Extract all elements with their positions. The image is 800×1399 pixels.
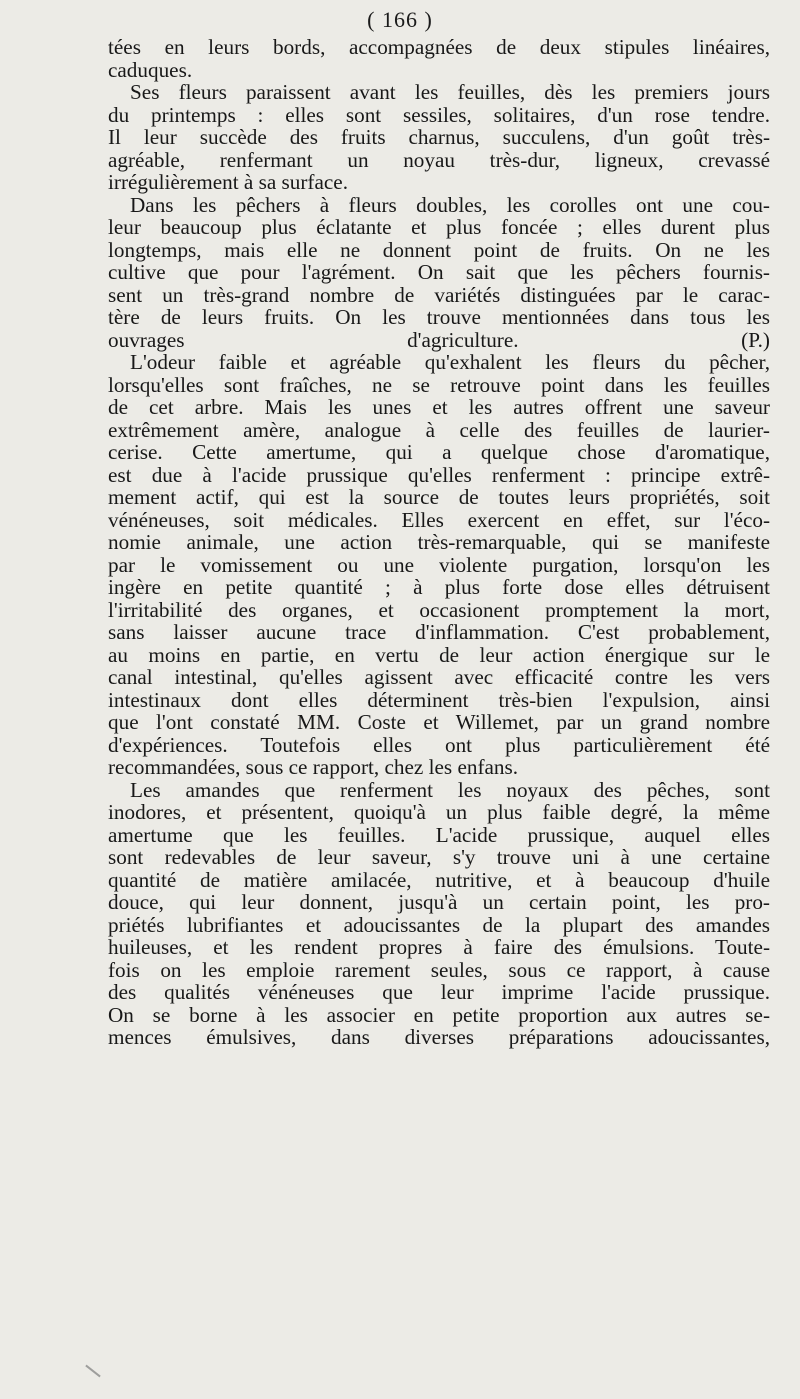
- text-line: caduques.: [108, 57, 193, 82]
- text-line: tées en leurs bords, accompagnées de deux stipules linéaires,: [108, 35, 770, 59]
- text-line: canal intestinal, qu'elles agissent avec efficacité contre les vers: [108, 665, 770, 689]
- text-line: lorsqu'elles sont fraîches, ne se retrouve point dans les feuilles: [108, 372, 770, 397]
- text-line: nomie animale, une action très-remarquable, qui se manifeste: [108, 530, 770, 554]
- text-line: intestinaux dont elles déterminent très-bien l'expulsion, ainsi: [108, 687, 770, 712]
- text-line: On se borne à les associer en petite proportion aux autres se-: [108, 1002, 770, 1027]
- text-line: des qualités vénéneuses que leur imprime l'acide prussique.: [108, 980, 770, 1004]
- text-line: cultive que pour l'agrément. On sait que les pêchers fournis-: [108, 260, 770, 284]
- text-line: L'odeur faible et agréable qu'exhalent les fleurs du pêcher,: [130, 350, 770, 374]
- text-line: ingère en petite quantité ; à plus forte dose elles détruisent: [108, 575, 770, 599]
- text-line: Les amandes que renferment les noyaux des pêches, sont: [130, 777, 770, 802]
- page-number: ( 166 ): [367, 7, 433, 32]
- text-line: que l'ont constaté MM. Coste et Willemet, par un grand nombre: [108, 710, 770, 734]
- text-line: sont redevables de leur saveur, s'y trouve uni à une certaine: [108, 845, 770, 869]
- text-line: Ses fleurs paraissent avant les feuilles, dès les premiers jours: [130, 80, 770, 104]
- text-line: mences émulsives, dans diverses préparations adoucissantes,: [108, 1025, 770, 1049]
- text-line: douce, qui leur donnent, jusqu'à un certain point, les pro-: [108, 890, 770, 914]
- text-line: agréable, renfermant un noyau très-dur, ligneux, crevassé: [108, 147, 770, 172]
- text-line: inodores, et présentent, quoiqu'à un plus faible degré, la même: [108, 800, 770, 824]
- text-line: priétés lubrifiantes et adoucissantes de la plupart des amandes: [108, 912, 770, 937]
- text-line: d'expériences. Toutefois elles ont plus particulièrement été: [108, 732, 770, 757]
- scan-mark: [85, 1365, 100, 1378]
- text-line: tère de leurs fruits. On les trouve mentionnées dans tous les: [108, 305, 770, 329]
- text-line: mement actif, qui est la source de toutes leurs propriétés, soit: [108, 485, 770, 509]
- text-line: quantité de matière amilacée, nutritive, et à beaucoup d'huile: [108, 867, 770, 892]
- text-line: de cet arbre. Mais les unes et les autres offrent une saveur: [108, 395, 770, 419]
- text-line: au moins en partie, en vertu de leur action énergique sur le: [108, 642, 770, 667]
- text-line: fois on les emploie rarement seules, sous ce rapport, à cause: [108, 957, 770, 982]
- body-text: [108, 36, 770, 1049]
- text-line: recommandées, sous ce rapport, chez les enfans.: [108, 755, 519, 779]
- text-line: sans laisser aucune trace d'inflammation. C'est probablement,: [108, 620, 770, 644]
- text-line: huileuses, et les rendent propres à faire des émulsions. Toute-: [108, 935, 770, 959]
- text-line: est due à l'acide prussique qu'elles renferment : principe extrê-: [108, 462, 770, 487]
- text-line: l'irritabilité des organes, et occasionent promptement la mort,: [108, 597, 770, 622]
- text-line: sent un très-grand nombre de variétés distinguées par le carac-: [108, 282, 770, 307]
- text-line: cerise. Cette amertume, qui a quelque chose d'aromatique,: [108, 440, 770, 464]
- text-line: vénéneuses, soit médicales. Elles exercent en effet, sur l'éco-: [108, 507, 770, 532]
- text-line: ouvrages d'agriculture. (P.): [108, 327, 770, 352]
- text-line: Dans les pêchers à fleurs doubles, les corolles ont une cou-: [130, 192, 770, 217]
- text-line: par le vomissement ou une violente purgation, lorsqu'on les: [108, 552, 770, 577]
- text-line: irrégulièrement à sa surface.: [108, 170, 348, 194]
- text-line: extrêmement amère, analogue à celle des feuilles de laurier-: [108, 417, 770, 442]
- text-line: du printemps : elles sont sessiles, solitaires, d'un rose tendre.: [108, 102, 770, 127]
- text-line: Il leur succède des fruits charnus, succulens, d'un goût très-: [108, 125, 770, 149]
- text-line: amertume que les feuilles. L'acide prussique, auquel elles: [108, 822, 770, 847]
- text-line: leur beaucoup plus éclatante et plus foncée ; elles durent plus: [108, 215, 770, 239]
- text-line: longtemps, mais elle ne donnent point de fruits. On ne les: [108, 237, 770, 262]
